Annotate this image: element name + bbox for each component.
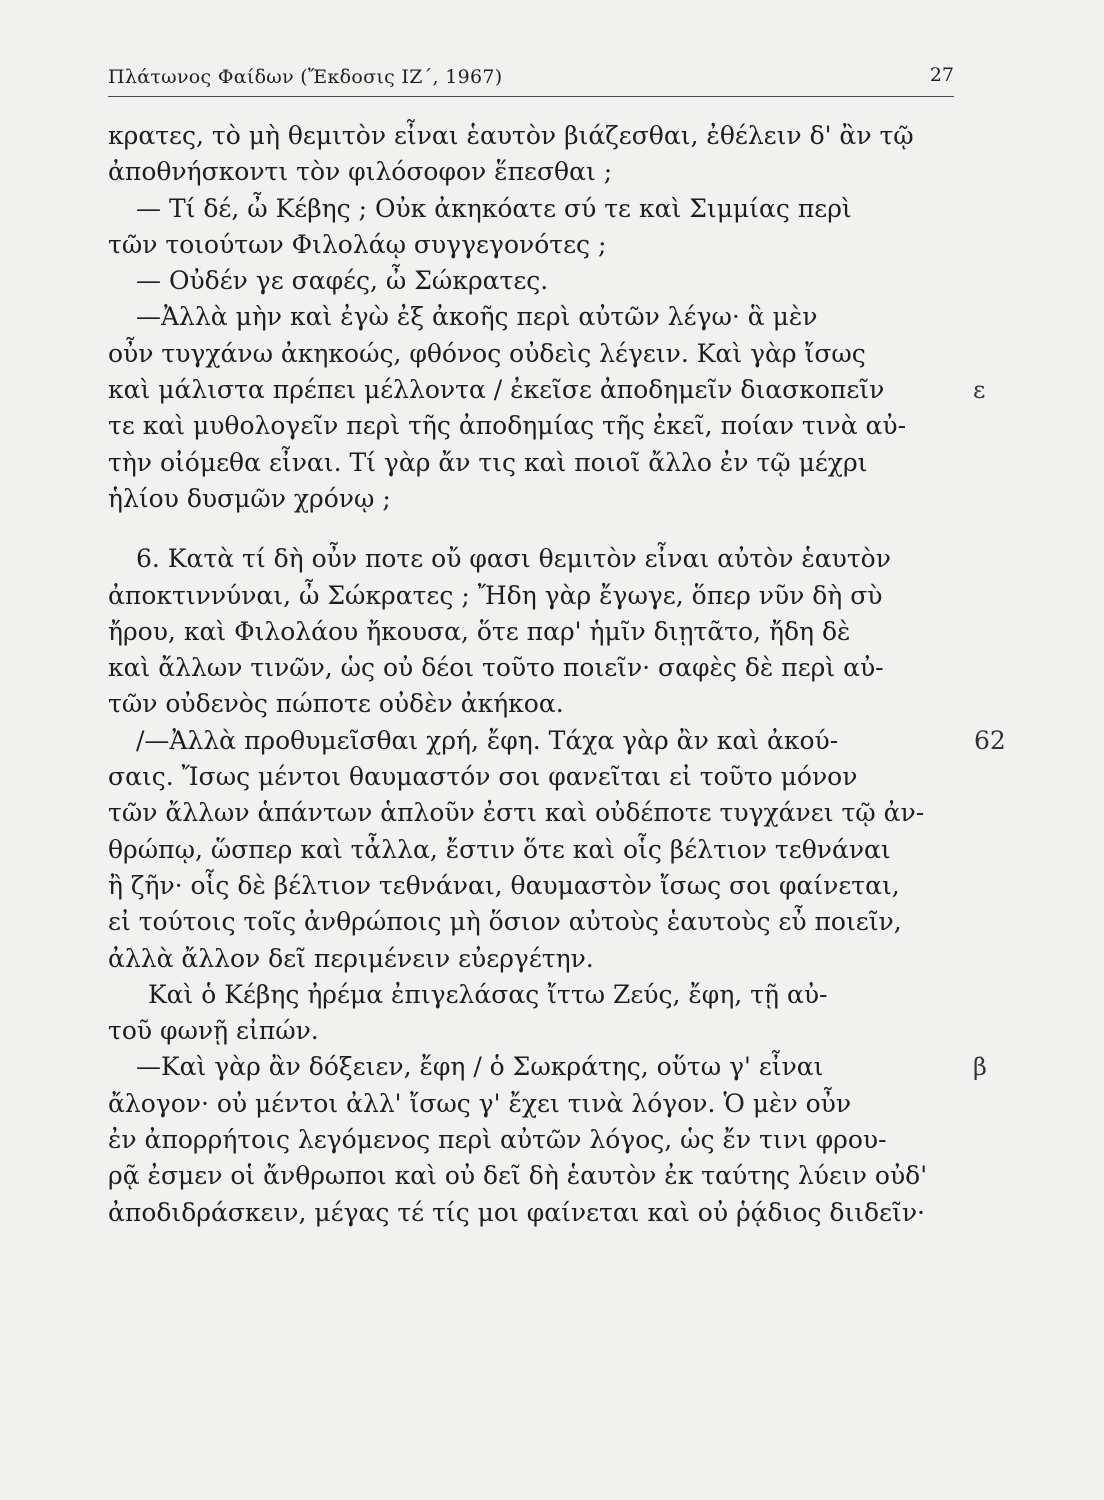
text-line: τῶν ἄλλων ἁπάντων ἁπλοῦν ἐστι καὶ οὐδέποτε τυγχάνει τῷ ἀν-	[108, 798, 925, 828]
text-line: ἢ ζῆν· οἷς δὲ βέλτιον τεθνάναι, θαυμαστὸν ἴσως σοι φαίνεται,	[108, 870, 900, 900]
running-head	[108, 62, 954, 97]
text-line: κρατες, τὸ μὴ θεμιτὸν εἶναι ἑαυτὸν βιάζεσθαι, ἐθέλειν δ' ἂν τῷ	[108, 121, 914, 150]
text-line: τῶν τοιούτων Φιλολάῳ συγγεγονότες ;	[108, 229, 607, 259]
text-line: τοῦ φωνῇ εἰπών.	[108, 1016, 319, 1046]
text-line: ἡλίου δυσμῶν χρόνῳ ;	[108, 483, 391, 513]
page-number: 27	[929, 64, 954, 86]
text-line-with-margin	[108, 1049, 987, 1085]
margin-marker-62: 62	[974, 725, 1006, 755]
text-line: — Τί δέ, ὦ Κέβης ; Οὐκ ἀκηκόατε σύ τε καὶ Σιμμίας περὶ	[136, 193, 852, 223]
text-line: τὴν οἰόμεθα εἶναι. Τί γὰρ ἄν τις καὶ ποιοῖ ἄλλο ἐν τῷ μέχρι	[108, 447, 868, 477]
text-line: τῶν οὐδενὸς πώποτε οὐδὲν ἀκήκοα.	[108, 689, 564, 719]
text-line: /—Ἀλλὰ προθυμεῖσθαι χρή, ἔφη. Τάχα γὰρ ἂν καὶ ἀκού-	[136, 725, 839, 755]
text-line: οὖν τυγχάνω ἀκηκοώς, φθόνος οὐδεὶς λέγειν. Καὶ γὰρ ἴσως	[108, 338, 866, 368]
text-line: —Καὶ γὰρ ἂν δόξειεν, ἔφη / ὁ Σωκράτης, οὕτω γ' εἶναι	[136, 1052, 824, 1082]
text-line: ἀποκτιννύναι, ὦ Σώκρατες ; Ἤδη γὰρ ἔγωγε, ὅπερ νῦν δὴ σὺ	[108, 580, 883, 610]
text-line: Καὶ ὁ Κέβης ἠρέμα ἐπιγελάσας ἴττω Ζεύς, ἔφη, τῇ αὐ-	[148, 979, 828, 1009]
text-line: σαις. Ἴσως μέντοι θαυμαστόν σοι φανεῖται εἰ τοῦτο μόνον	[108, 762, 858, 792]
text-line: — Οὐδέν γε σαφές, ὦ Σώκρατες.	[136, 266, 549, 296]
text-line: ἀποθνήσκοντι τὸν φιλόσοφον ἕπεσθαι ;	[108, 157, 613, 187]
section-start-line: 6. Κατὰ τί δὴ οὖν ποτε οὔ φασι θεμιτὸν εἶναι αὐτὸν ἑαυτὸν	[136, 544, 891, 574]
text-line: τε καὶ μυθολογεῖν περὶ τῆς ἀποδημίας τῆς ἐκεῖ, ποίαν τινὰ αὐ-	[108, 411, 907, 441]
text-line-with-margin	[108, 723, 1006, 759]
main-text	[108, 118, 1006, 1231]
text-line: ἐν ἀπορρήτοις λεγόμενος περὶ αὐτῶν λόγος, ὡς ἔν τινι φρου-	[108, 1125, 887, 1155]
text-line: εἰ τούτοις τοῖς ἀνθρώποις μὴ ὅσιον αὐτοὺς ἑαυτοὺς εὖ ποιεῖν,	[108, 907, 902, 937]
text-line: καὶ μάλιστα πρέπει μέλλοντα / ἐκεῖσε ἀποδημεῖν διασκοπεῖν	[108, 375, 885, 405]
text-line: καὶ ἄλλων τινῶν, ὡς οὐ δέοι τοῦτο ποιεῖν· σαφὲς δὲ περὶ αὐ-	[108, 653, 884, 683]
text-line: ἀλλὰ ἄλλον δεῖ περιμένειν εὐεργέτην.	[108, 943, 594, 973]
text-line-with-margin	[108, 372, 986, 408]
text-line: ἤρου, καὶ Φιλολάου ἤκουσα, ὅτε παρ' ἡμῖν διῃτᾶτο, ἤδη δὲ	[108, 616, 851, 646]
text-line: ρᾷ ἐσμεν οἱ ἄνθρωποι καὶ οὐ δεῖ δὴ ἑαυτὸν ἐκ ταύτης λύειν οὐδ'	[108, 1161, 928, 1191]
margin-marker-e: ε	[973, 376, 986, 405]
text-line: ἀποδιδράσκειν, μέγας τέ τίς μοι φαίνεται καὶ οὐ ῥᾴδιος διιδεῖν·	[108, 1197, 926, 1227]
running-title: Πλάτωνος Φαίδων (Ἔκδοσις ΙΖ΄, 1967)	[108, 66, 503, 88]
margin-marker-b: β	[973, 1053, 987, 1082]
text-line: —Ἀλλὰ μὴν καὶ ἐγὼ ἐξ ἀκοῆς περὶ αὐτῶν λέγω· ἃ μὲν	[136, 302, 818, 332]
text-line: θρώπῳ, ὥσπερ καὶ τἆλλα, ἔστιν ὅτε καὶ οἷς βέλτιον τεθνάναι	[108, 834, 891, 864]
text-line: ἄλογον· οὐ μέντοι ἀλλ' ἴσως γ' ἔχει τινὰ λόγον. Ὁ μὲν οὖν	[108, 1088, 852, 1118]
